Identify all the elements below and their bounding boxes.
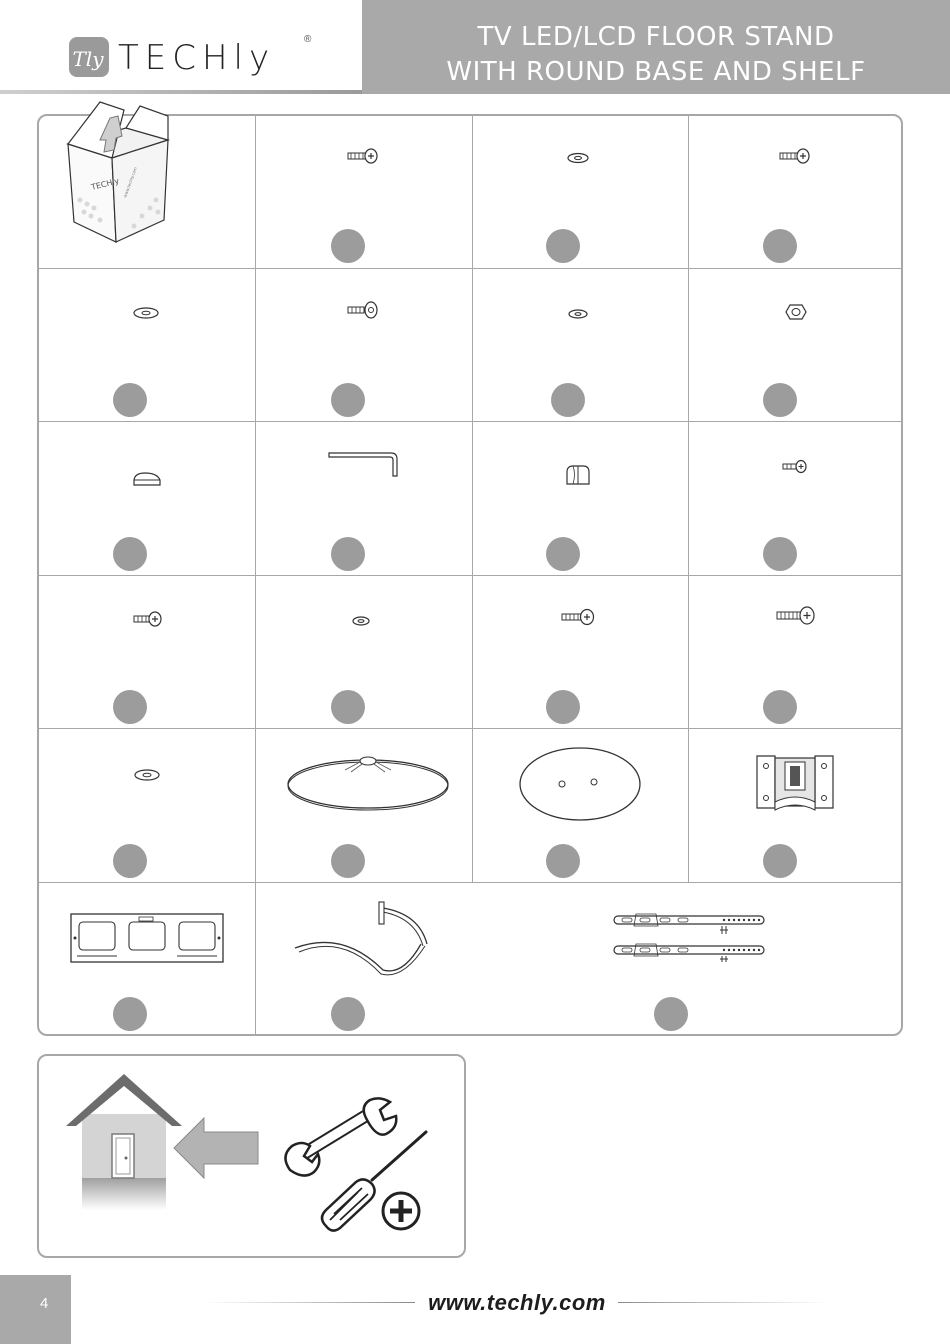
screw-icon [782, 459, 808, 475]
part-number-badge [113, 690, 147, 724]
brand-mark-icon [68, 36, 110, 78]
part-number-badge [763, 383, 797, 417]
grid-divider [39, 421, 903, 422]
footer-rule-right [618, 1302, 828, 1303]
part-number-badge [763, 690, 797, 724]
washer-icon [566, 152, 590, 164]
allen-key-icon [327, 448, 401, 478]
page-number-box [0, 1275, 71, 1344]
part-number-badge [654, 997, 688, 1031]
part-number-badge [113, 537, 147, 571]
part-number-badge [546, 537, 580, 571]
box-url-label: www.techly.com [122, 166, 138, 199]
part-number-badge [763, 229, 797, 263]
phillips-plus-icon [380, 1190, 422, 1232]
registered-mark: ® [304, 34, 312, 45]
wall-plate-icon [69, 912, 225, 964]
brand-logo [68, 34, 318, 88]
brand-wordmark: TECHly [118, 38, 276, 78]
screw-icon [347, 301, 379, 319]
grid-divider [39, 575, 903, 576]
page-title [362, 20, 950, 90]
screw-icon [779, 148, 811, 164]
cable-clip-icon [563, 464, 593, 488]
footer-url[interactable]: www.techly.com [428, 1290, 606, 1315]
house-icon [66, 1074, 186, 1210]
title-line-2: WITH ROUND BASE AND SHELF [446, 57, 866, 87]
grid-divider [688, 116, 689, 882]
washer-icon [351, 615, 371, 627]
part-number-badge [331, 997, 365, 1031]
screw-icon [776, 606, 816, 626]
part-number-badge [331, 537, 365, 571]
part-number-badge [763, 844, 797, 878]
round-base-icon [518, 746, 642, 822]
washer-icon [132, 306, 160, 320]
part-number-badge [113, 997, 147, 1031]
cap-icon [131, 470, 163, 488]
box-brand-label: TECHly [90, 176, 121, 192]
screw-icon [347, 148, 379, 164]
part-number-badge [763, 537, 797, 571]
package-box-icon [60, 96, 180, 226]
screw-icon [561, 608, 595, 626]
part-number-badge [546, 690, 580, 724]
nut-icon [785, 303, 807, 321]
grid-divider [472, 116, 473, 882]
grid-divider [39, 268, 903, 269]
title-line-1: TV LED/LCD FLOOR STAND [477, 22, 835, 52]
part-number-badge [113, 844, 147, 878]
header-logo-area [0, 0, 362, 94]
washer-icon [132, 768, 162, 782]
arrow-left-icon [174, 1116, 260, 1180]
grid-divider [39, 728, 903, 729]
header-title-box [362, 0, 950, 94]
part-number-badge [331, 383, 365, 417]
footer-rule-left [205, 1302, 415, 1303]
shelf-bracket-icon [753, 752, 837, 814]
part-number-badge [546, 229, 580, 263]
shelf-arm-icon [293, 900, 439, 976]
washer-icon [567, 308, 589, 320]
part-number-badge [331, 690, 365, 724]
glass-shelf-icon [285, 750, 451, 814]
part-number-badge [113, 383, 147, 417]
svg-text:Tly: Tly [72, 47, 104, 71]
part-number-badge [546, 844, 580, 878]
grid-divider [255, 116, 256, 1036]
page-number: 4 [40, 1295, 49, 1312]
header-rule [0, 90, 362, 94]
part-number-badge [331, 229, 365, 263]
part-number-badge [551, 383, 585, 417]
grid-divider [39, 882, 903, 883]
part-number-badge [331, 844, 365, 878]
tv-arms-icon [612, 910, 768, 962]
screw-icon [133, 610, 163, 628]
